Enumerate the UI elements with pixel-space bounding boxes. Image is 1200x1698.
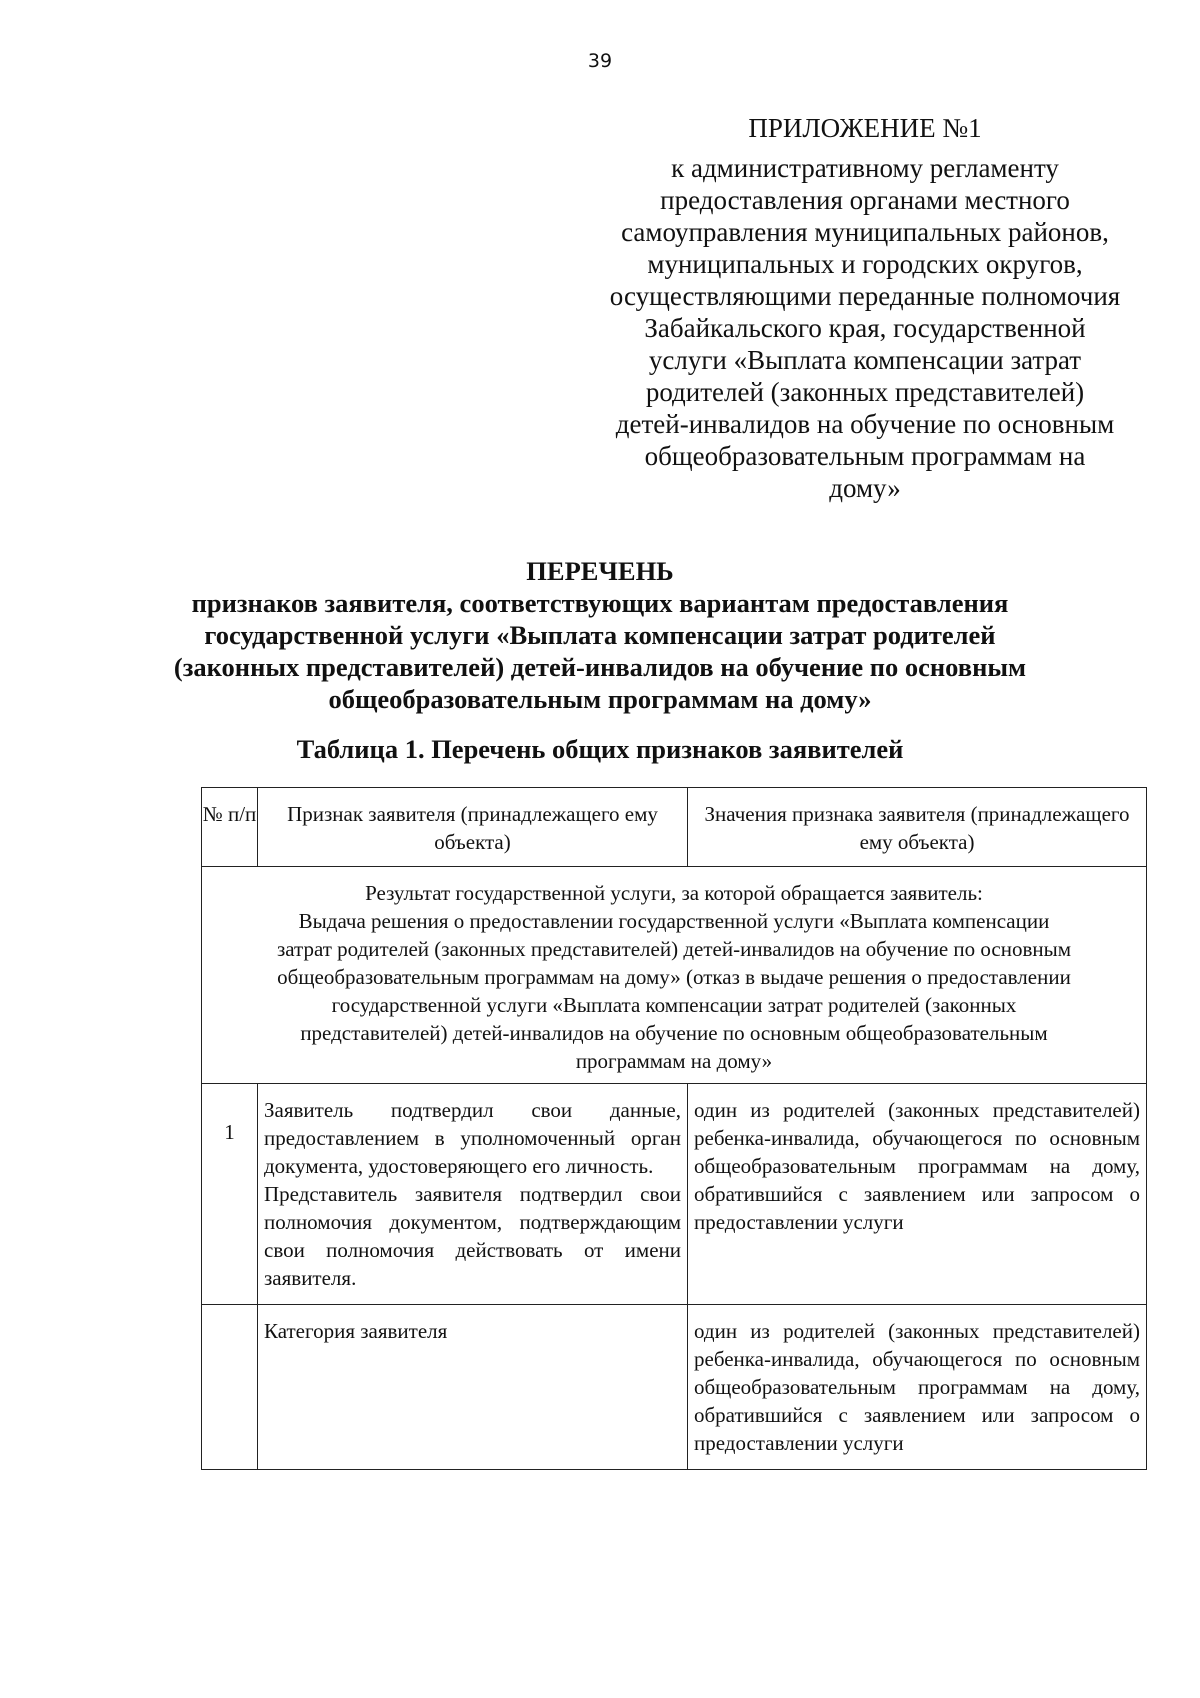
table-header-row (202, 788, 1147, 867)
row-num (202, 1305, 258, 1470)
result-line: Результат государственной услуги, за которой обращается заявитель: (365, 881, 983, 905)
page-number: 39 (587, 50, 613, 72)
heading-line: признаков заявителя, соответствующих вариантам предоставления (191, 588, 1009, 618)
table-row (202, 1084, 1147, 1305)
row-sign-paragraph: Представитель заявителя подтвердил свои полномочия документом, подтверждающим свои полномочия действовать от имени заявителя. (264, 1182, 681, 1290)
result-line: Выдача решения о предоставлении государственной услуги «Выплата компенсации (298, 909, 1050, 933)
table-caption: Таблица 1. Перечень общих признаков заявителей (296, 734, 904, 764)
header-num: № п/п (202, 788, 258, 867)
appendix-title: ПРИЛОЖЕНИЕ №1 (748, 113, 982, 143)
table-row (202, 1305, 1147, 1470)
appendix-line: общеобразовательным программам на (644, 441, 1086, 471)
appendix-line: предоставления органами местного (660, 185, 1070, 215)
appendix-line: самоуправления муниципальных районов, (621, 217, 1109, 247)
row-sign-paragraph: Категория заявителя (264, 1319, 448, 1343)
result-cell (202, 867, 1147, 1084)
heading-line: общеобразовательным программам на дому» (328, 684, 872, 714)
appendix-line: муниципальных и городских округов, (647, 249, 1083, 279)
row-sign (258, 1084, 688, 1305)
row-value: один из родителей (законных представителей) ребенка-инвалида, обучающегося по основным общеобразовательным программам на дому, обратившийся с заявлением или запросом о предоставлении услуги (688, 1084, 1147, 1305)
result-line: затрат родителей (законных представителей) детей-инвалидов на обучение по основным (276, 937, 1072, 961)
appendix-line: осуществляющими переданные полномочия (609, 281, 1121, 311)
list-heading (140, 555, 1060, 715)
row-value: один из родителей (законных представителей) ребенка-инвалида, обучающегося по основным общеобразовательным программам на дому, обратившийся с заявлением или запросом о предоставлении услуги (688, 1305, 1147, 1470)
table-result-row (202, 867, 1147, 1084)
row-sign-paragraph: Заявитель подтвердил свои данные, предоставлением в уполномоченный орган документа, удостоверяющего его личность. (264, 1098, 681, 1178)
appendix-block (600, 112, 1130, 504)
row-sign (258, 1305, 688, 1470)
appendix-line: к административному регламенту (671, 153, 1059, 183)
appendix-line: дому» (829, 473, 901, 503)
header-sign: Признак заявителя (принадлежащего ему объекта) (258, 788, 688, 867)
result-line: общеобразовательным программам на дому» (отказ в выдаче решения о предоставлении (277, 965, 1071, 989)
heading-title: ПЕРЕЧЕНЬ (526, 556, 674, 586)
result-line: государственной услуги «Выплата компенсации затрат родителей (законных (331, 993, 1017, 1017)
header-value: Значения признака заявителя (принадлежащего ему объекта) (688, 788, 1147, 867)
heading-line: государственной услуги «Выплата компенсации затрат родителей (204, 620, 996, 650)
appendix-line: Забайкальского края, государственной (644, 313, 1086, 343)
appendix-line: услуги «Выплата компенсации затрат (648, 345, 1082, 375)
applicant-signs-table (201, 787, 1147, 1470)
result-line: программам на дому» (575, 1049, 773, 1073)
result-line: представителей) детей-инвалидов на обучение по основным общеобразовательным (300, 1021, 1048, 1045)
appendix-line: детей-инвалидов на обучение по основным (615, 409, 1115, 439)
row-num: 1 (202, 1084, 258, 1305)
heading-line: (законных представителей) детей-инвалидов на обучение по основным (173, 652, 1027, 682)
appendix-line: родителей (законных представителей) (645, 377, 1085, 407)
